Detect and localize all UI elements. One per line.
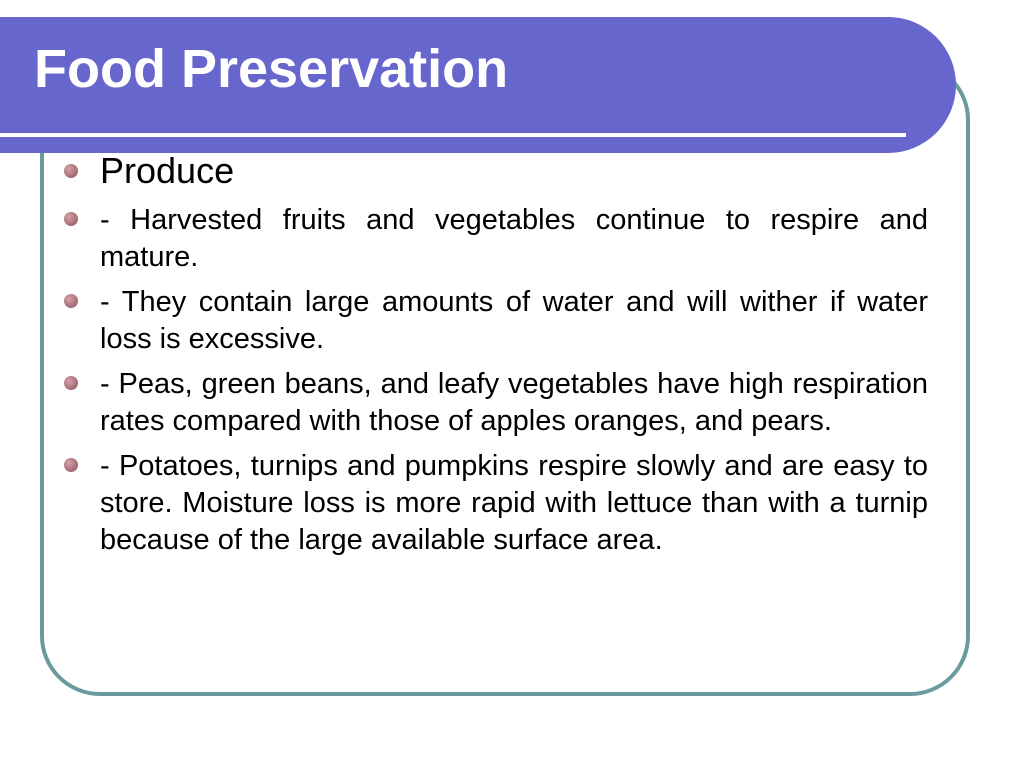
title-underline [0, 133, 906, 137]
bullet-text: - Potatoes, turnips and pumpkins respire slowly and are easy to store. Moisture loss is more rapid with lettuce than with a turnip because of the large available surface area. [100, 450, 928, 556]
bullet-text: - They contain large amounts of water and will wither if water loss is excessive. [100, 286, 928, 355]
bullet-dot-icon [64, 458, 78, 472]
bullet-item-respiration-rates [60, 366, 928, 440]
bullet-text: - Peas, green beans, and leafy vegetables have high respiration rates compared with those of apples oranges, and pears. [100, 368, 928, 437]
bullet-text: Produce [100, 150, 235, 191]
bullet-list [60, 150, 928, 567]
bullet-dot-icon [64, 164, 78, 178]
bullet-dot-icon [64, 376, 78, 390]
bullet-dot-icon [64, 212, 78, 226]
slide-title: Food Preservation [34, 39, 509, 99]
bullet-dot-icon [64, 294, 78, 308]
bullet-item-produce [60, 150, 928, 192]
bullet-text: - Harvested fruits and vegetables continue to respire and mature. [100, 204, 928, 273]
bullet-item-water [60, 284, 928, 358]
bullet-item-storage [60, 448, 928, 559]
bullet-item-respire [60, 202, 928, 276]
